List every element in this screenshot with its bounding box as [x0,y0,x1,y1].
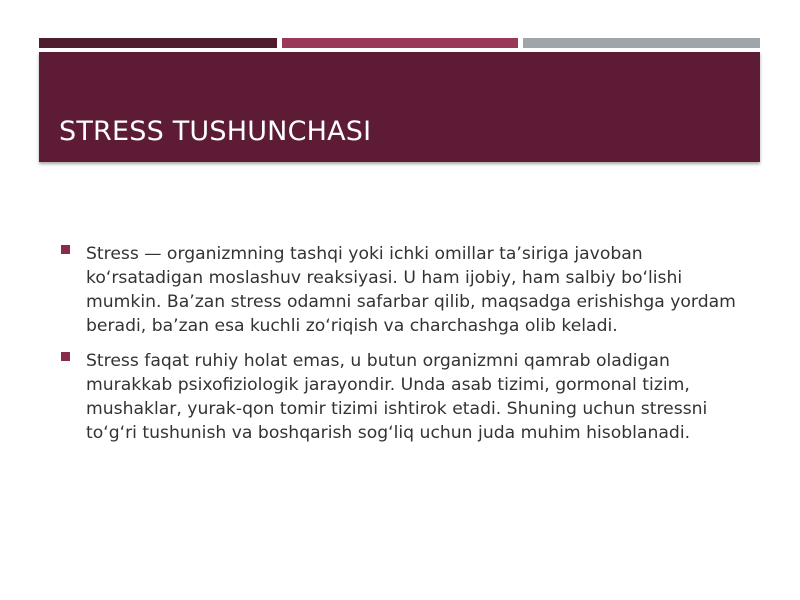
slide-title: STRESS TUSHUNCHASI [59,116,372,147]
square-bullet-icon [61,245,70,254]
bullet-item [60,242,750,338]
bullet-list [60,242,750,456]
bullet-item [60,349,750,445]
square-bullet-icon [61,352,70,361]
top-accent-bar-dark [39,38,277,48]
title-banner [39,52,760,162]
bullet-text: Stress faqat ruhiy holat emas, u butun organizmni qamrab oladigan murakkab psixofiziologik jarayondir. Unda asab tizimi, gormonal tizim, mushaklar, yurak-qon tomir tizimi ishtirok etadi. Shuning uchun stressni to‘g‘ri tushunish va boshqarish sog‘liq uchun juda muhim hisoblanadi. [86,351,708,443]
bullet-text: Stress — organizmning tashqi yoki ichki omillar ta’siriga javoban ko‘rsatadigan moslashuv reaksiyasi. U ham ijobiy, ham salbiy bo‘lishi mumkin. Ba’zan stress odamni safarbar qilib, maqsadga erishishga yordam beradi, ba’zan esa kuchli zo‘riqish va charchashga olib keladi. [86,244,736,336]
top-accent-bar-rose [282,38,518,48]
top-accent-bar-gray [523,38,760,48]
